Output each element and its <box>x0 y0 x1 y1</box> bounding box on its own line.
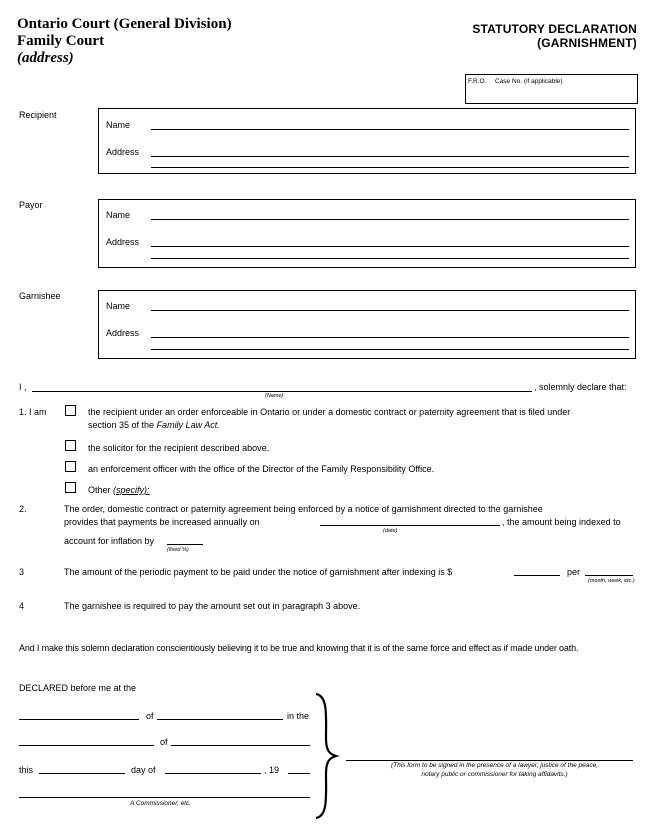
increase-date-field[interactable] <box>320 525 500 526</box>
commissioner-caption: A Commissioner, etc. <box>130 800 192 807</box>
fixed-percent-caption: (fixed %) <box>167 547 189 553</box>
item-1-number: 1. I am <box>19 407 47 417</box>
specify-label: (specify): <box>113 485 150 495</box>
family-law-act-ref: Family Law Act. <box>156 420 220 430</box>
item-2-number: 2. <box>19 504 27 514</box>
item-3-number: 3 <box>19 567 25 577</box>
item-4-number: 4 <box>19 601 25 611</box>
item-1-option-2: the solicitor for the recipient described above. <box>88 443 270 453</box>
jurat-this: this <box>19 765 34 775</box>
case-no-label: Case No. (if applicable) <box>495 78 563 85</box>
jurat-month-field[interactable] <box>165 773 261 774</box>
inflation-percent-field[interactable] <box>167 544 203 545</box>
recipient-address-field[interactable] <box>151 156 629 157</box>
recipient-box <box>98 108 636 174</box>
form-subtitle: (GARNISHMENT) <box>537 36 637 50</box>
jurat-place-4-field[interactable] <box>171 745 310 746</box>
court-type: Family Court <box>17 33 105 49</box>
per-label: per <box>567 567 581 577</box>
declarant-name-caption: (Name) <box>265 393 284 399</box>
recipient-label: Recipient <box>19 110 57 120</box>
jurat-year-field[interactable] <box>288 773 310 774</box>
closing-statement: And I make this solemn declaration conscientiously believing it to be true and knowing that it is of the same force and effect as if made under oath. <box>19 643 579 653</box>
curly-brace <box>310 692 340 820</box>
declared-before-text: DECLARED before me at the <box>19 683 137 693</box>
jurat-of-2: of <box>160 737 168 747</box>
signing-note-line-2: notary public or commissioner for taking affidavits.) <box>421 771 568 778</box>
payor-address-field-2[interactable] <box>151 258 629 259</box>
solicitor-checkbox[interactable] <box>65 440 76 451</box>
jurat-year-prefix: , 19 <box>264 765 280 775</box>
item-1-option-4 <box>88 484 150 496</box>
jurat-day-field[interactable] <box>39 773 125 774</box>
solemnly-declare-text: , solemnly declare that: <box>534 382 627 392</box>
court-address: (address) <box>17 50 74 66</box>
recipient-address-field-2[interactable] <box>151 167 629 168</box>
signing-note-line-1: (This form to be signed in the presence of a lawyer, justice of the peace, <box>390 762 599 769</box>
payor-address-label: Address <box>106 237 140 247</box>
payment-amount-field[interactable] <box>514 575 560 576</box>
jurat-place-3-field[interactable] <box>19 745 154 746</box>
declarant-name-field[interactable] <box>32 391 532 392</box>
declarant-i: I , <box>19 382 27 392</box>
item-1-option-3: an enforcement officer with the office of the Director of the Family Responsibility Office. <box>88 464 435 474</box>
item-3-text: The amount of the periodic payment to be paid under the notice of garnishment after indexing is $ <box>64 567 453 577</box>
payor-label: Payor <box>19 200 43 210</box>
payment-period-field[interactable] <box>585 575 633 576</box>
payor-box <box>98 199 636 268</box>
item-1-option-1-text: section 35 of the <box>88 420 155 430</box>
other-checkbox[interactable] <box>65 482 76 493</box>
garnishee-address-label: Address <box>106 328 140 338</box>
date-caption: (date) <box>383 528 398 534</box>
other-label: Other <box>88 485 111 495</box>
garnishee-address-field[interactable] <box>151 337 629 338</box>
fro-label: F.R.O. <box>468 78 487 85</box>
jurat-of-1: of <box>146 711 154 721</box>
recipient-name-label: Name <box>106 120 131 130</box>
item-2-line-1: The order, domestic contract or paternity agreement being enforced by a notice of garnishment directed to the garnishee <box>64 504 543 514</box>
recipient-checkbox[interactable] <box>65 405 76 416</box>
garnishee-address-field-2[interactable] <box>151 349 629 350</box>
item-1-option-1-line-1: the recipient under an order enforceable in Ontario or under a domestic contract or paternity agreement that is filed under <box>88 407 571 417</box>
payor-address-field[interactable] <box>151 246 629 247</box>
garnishee-name-label: Name <box>106 301 131 311</box>
jurat-place-2-field[interactable] <box>157 719 283 720</box>
item-4-text: The garnishee is required to pay the amount set out in paragraph 3 above. <box>64 601 361 611</box>
payor-name-field[interactable] <box>151 219 629 220</box>
commissioner-signature-field[interactable] <box>19 797 310 798</box>
recipient-name-field[interactable] <box>151 129 629 130</box>
item-2-line-3: account for inflation by <box>64 536 155 546</box>
declarant-signature-field[interactable] <box>346 760 633 761</box>
item-1-option-1-line-2 <box>88 419 220 431</box>
item-2-line-2: provides that payments be increased annually on <box>64 517 260 527</box>
form-title: STATUTORY DECLARATION <box>472 22 637 36</box>
jurat-day-of: day of <box>131 765 156 775</box>
period-caption: (month, week, etc.) <box>588 578 635 584</box>
item-2-line-2-end: , the amount being indexed to <box>502 517 621 527</box>
garnishee-label: Garnishee <box>19 291 61 301</box>
jurat-place-1-field[interactable] <box>19 719 139 720</box>
recipient-address-label: Address <box>106 147 140 157</box>
payor-name-label: Name <box>106 210 131 220</box>
court-name: Ontario Court (General Division) <box>17 16 232 32</box>
garnishee-box <box>98 290 636 359</box>
enforcement-officer-checkbox[interactable] <box>65 461 76 472</box>
garnishee-name-field[interactable] <box>151 310 629 311</box>
jurat-in-the: in the <box>287 711 310 721</box>
case-number-box[interactable] <box>465 74 638 104</box>
